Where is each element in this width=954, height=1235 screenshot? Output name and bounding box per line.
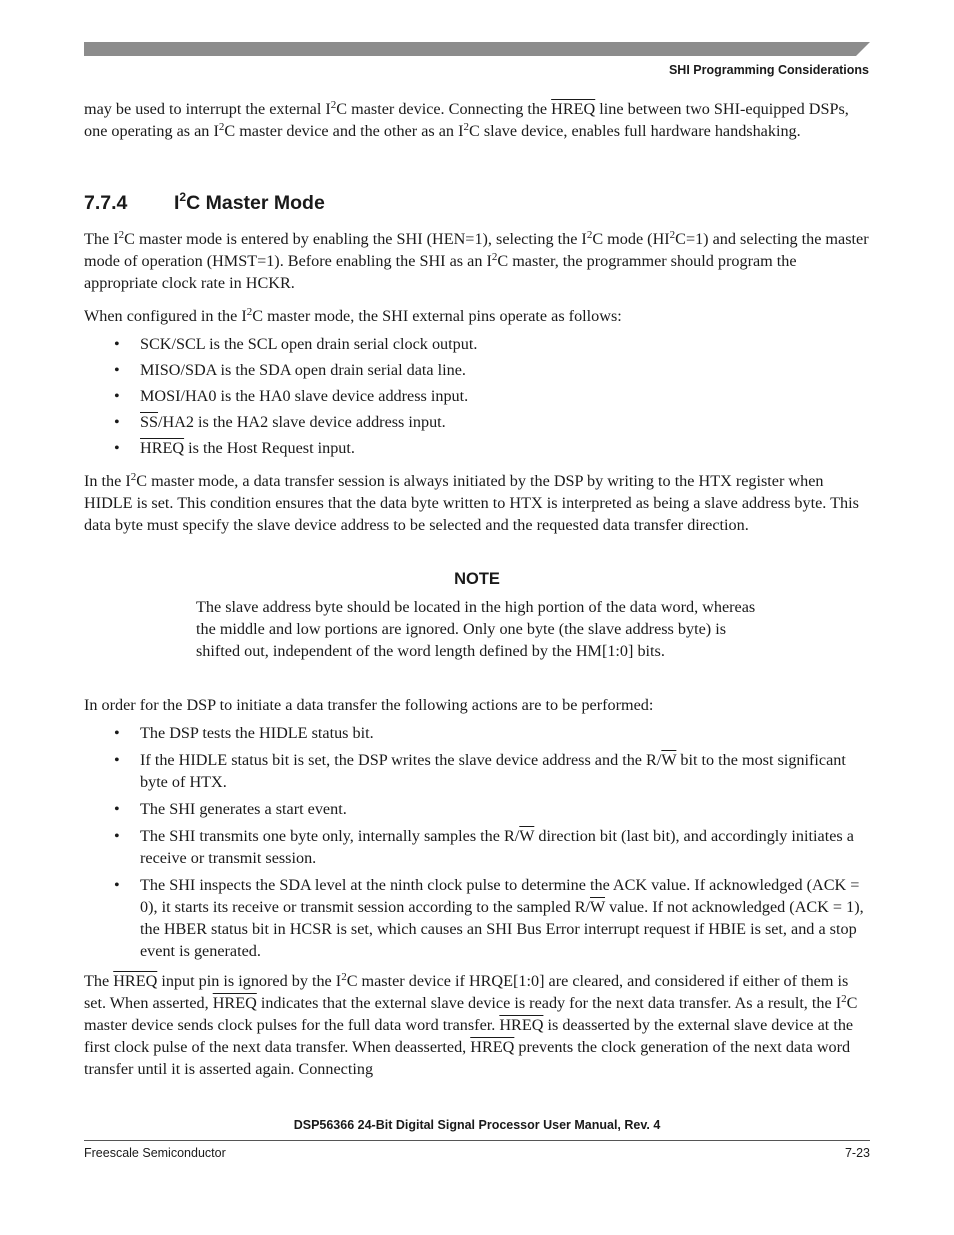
list-item: • MOSI/HA0 is the HA0 slave device address input. xyxy=(84,385,870,407)
list-item: • HREQ is the Host Request input. xyxy=(84,437,870,459)
footer-divider xyxy=(84,1140,870,1141)
list-item: • The SHI inspects the SDA level at the ninth clock pulse to determine the ACK value. If acknowledged (ACK = 0), it starts its receive or transmit session according to the sampled $R/\overline{W}$ value. If not acknowledged (ACK = 1), the HBER status bit in HCSR is set, which causes an SHI Bus Error interrupt request if HBIE is set, and a stop event is generated. xyxy=(84,874,870,962)
hreq-paragraph: The HREQ input pin is ignored by the $I^2C$ master device if HRQE[1:0] are cleared, and considered if either of them is set. When asserted, HREQ indicates that the external slave device is ready for the next data transfer. As a result, the $I^2C$ master device sends clock pulses for the full data word transfer. HREQ is deasserted by the external slave device at the first clock pulse of the next data transfer. When deasserted, HREQ prevents the clock generation of the next data word transfer until it is asserted again. Connecting xyxy=(84,971,858,1078)
list-item: • MISO/SDA is the SDA open drain serial data line. xyxy=(84,359,870,381)
header-bar xyxy=(84,42,870,56)
list-item: • The SHI transmits one byte only, internally samples the $R/\overline{W}$ direction bit (last bit), and accordingly initiates a receive or transmit session. xyxy=(84,825,870,869)
actions-intro-paragraph: In order for the DSP to initiate a data transfer the following actions are to be performed: xyxy=(84,696,654,714)
footer-title: DSP56366 24-Bit Digital Signal Processor User Manual, Rev. 4 xyxy=(293,1118,661,1132)
list-item: • If the HIDLE status bit is set, the DSP writes the slave device address and the $R/\overline{W}$ bit to the most significant byte of HTX. xyxy=(84,749,870,793)
running-head: SHI Programming Considerations xyxy=(668,63,869,77)
pin-list xyxy=(84,333,870,459)
intro-paragraph: may be used to interrupt the external $I^2C$ master device. Connecting the HREQ line between two SHI-equipped DSPs, one operating as an $I^2C$ master device and the other as an $I^2C$ slave device, enables full hardware handshaking. xyxy=(84,99,849,140)
note-title: NOTE xyxy=(454,570,500,588)
footer-company: Freescale Semiconductor xyxy=(84,1146,226,1160)
mode-entry-paragraph: The $I^2C$ master mode is entered by enabling the SHI (HEN=1), selecting the $I^2C$ mode $(HI^2C=1)$ and selecting the master mode of operation (HMST=1). Before enabling the SHI as an $I^2C$ master, the programmer should program the appropriate clock rate in HCKR. xyxy=(84,229,869,292)
section-heading: 7.7.4 $I^2C$ Master Mode xyxy=(84,190,325,214)
pins-intro-paragraph: When configured in the $I^2C$ master mode, the SHI external pins operate as follows: xyxy=(84,306,622,325)
note-body: The slave address byte should be located in the high portion of the data word, whereas the middle and low portions are ignored. Only one byte (the slave address byte) is shifted out, independent of the word length defined by the HM[1:0] bits. xyxy=(196,598,756,660)
transfer-session-paragraph: In the $I^2C$ master mode, a data transfer session is always initiated by the DSP by writing to the HTX register when HIDLE is set. This condition ensures that the data byte written to HTX is interpreted as being a slave address byte. This data byte must specify the slave device address to be selected and the requested data transfer direction. xyxy=(84,471,859,534)
list-item: • The DSP tests the HIDLE status bit. xyxy=(84,722,870,744)
page-number: 7-23 xyxy=(844,1146,870,1160)
action-list xyxy=(84,722,870,962)
list-item: • The SHI generates a start event. xyxy=(84,798,870,820)
list-item: • $\overline{SS}/HA2$ is the HA2 slave device address input. xyxy=(84,411,870,433)
list-item: • SCK/SCL is the SCL open drain serial clock output. xyxy=(84,333,870,355)
